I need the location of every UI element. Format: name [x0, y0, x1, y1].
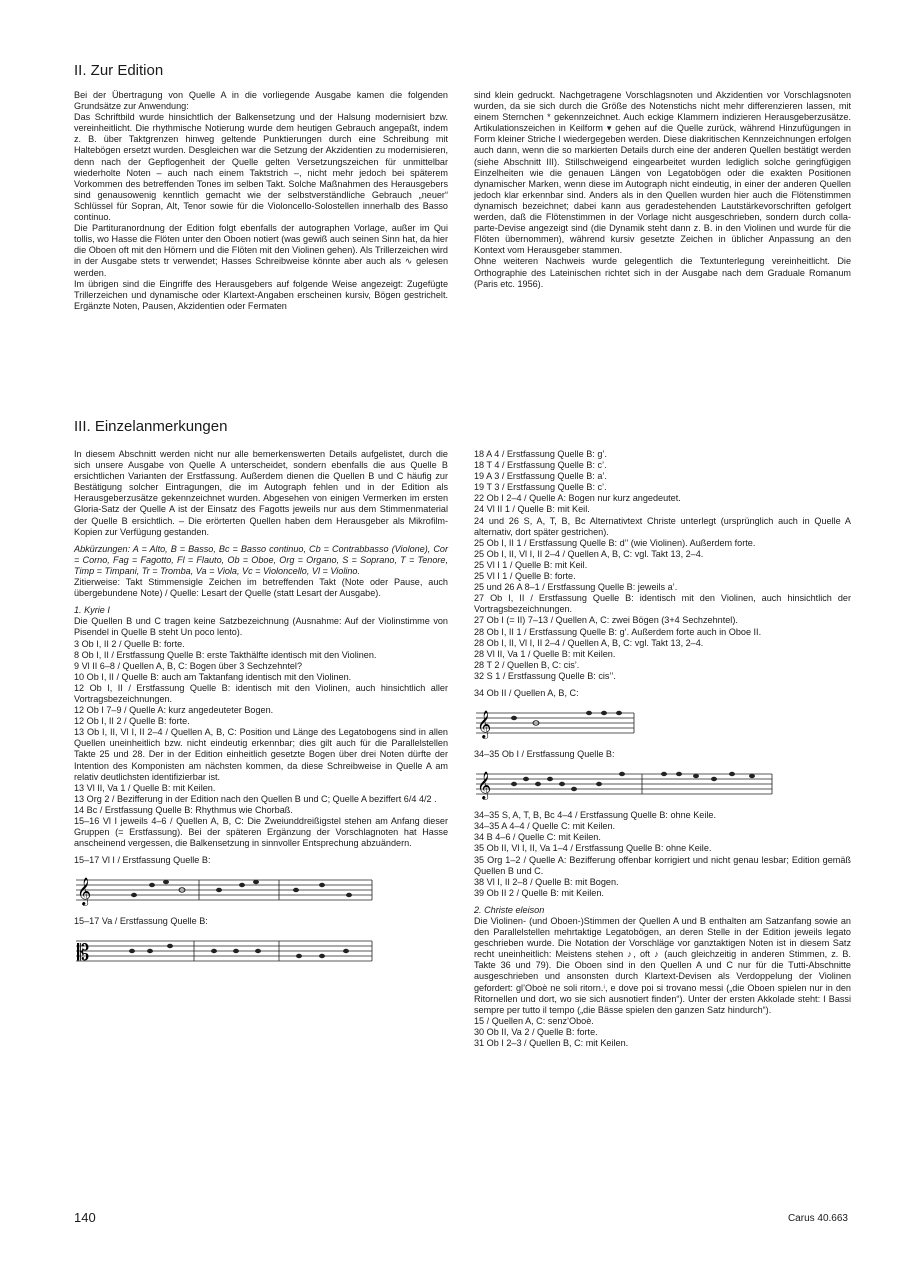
- music-example-viola: [74, 929, 374, 969]
- paragraph: Das Schriftbild wurde hinsichtlich der Balkensetzung und der Halsung modernisiert bzw. vereinheitlicht. Die rhythmische Notierung wurde dem heutigen Gebrauch angepaßt, indem z. B. über Taktgrenzen hinweg geltende Punktierungen durch eine Schreibung mit Haltebögen ersetzt wurden. Desgleichen war die Setzung der Akzidentien zu modernisieren, denn nach der Gepflogenheit der Quelle gelten Versetzungszeichen für unmittelbar wiederholte Noten – auch nach einem Taktstrich –, nicht mehr jedoch bei späterem Vorkommen des betreffenden Tones im selben Takt. Solche Maßnahmen des Herausgebers sind genausowenig kenntlich gemacht wie der selbstverständliche Gebrauch „neuer“ Schlüssel für Sopran, Alt, Tenor sowie für die Violoncello-Solostellen innerhalb des Basso continuo.: [74, 112, 448, 223]
- note-entry: 18 T 4 / Erstfassung Quelle B: c’.: [474, 460, 607, 471]
- music-example-violin: [74, 868, 374, 908]
- note-entry: 12 Ob I, II 2 / Quelle B: forte.: [74, 716, 190, 727]
- note-entry: 34–35 A 4–4 / Quelle C: mit Keilen.: [474, 821, 616, 832]
- note-entry: 14 Bc / Erstfassung Quelle B: Rhythmus wie Chorbaß.: [74, 804, 293, 815]
- edition-number: Carus 40.663: [787, 1213, 848, 1224]
- notes-left-column: [74, 449, 448, 971]
- note-entry: 38 Vl I, II 2–8 / Quelle B: mit Bogen.: [474, 876, 619, 887]
- svg-text:𝄞: 𝄞: [477, 710, 492, 739]
- christe-paragraph: Die Violinen- (und Oboen-)Stimmen der Quellen A und B enthalten am Satzanfang sowie an den Parallelstellen mehrtaktige Legatobögen, an deren Stelle in der Edition jeweils legato geschrieben wurde. Die Notation der Vorschläge vor ganztaktigen Noten ist in diesem Satz recht uneinheitlich: Meistens stehen ♪, oft ♪ (auch gleichzeitig in anderen Stimmen, z. B. Takte 36 und 79). Die Oboen sind in den Quellen A und C nur für die Tutti-Abschnitte ausgeschrieben und ansonsten durch Klartext-Devisen als Verdoppelung der Violinen gefordert: gl’Oboè ne soli ritorn.ⁱ, e dove poi si trovano messi („die Oboen spielen nur in den Ritornellen und dort, wo sie sich ausnotiert finden“). Unter der ersten Akkolade steht: I Bassi sempre per tutto il tempo („die Bässe spielen den ganzen Satz hindurch“).: [474, 916, 851, 1015]
- example-caption: 34–35 Ob I / Erstfassung Quelle B:: [474, 749, 615, 760]
- note-entry: 25 Vl I 1 / Quelle B: mit Keil.: [474, 559, 588, 570]
- example-caption: 15–17 Vl I / Erstfassung Quelle B:: [74, 855, 211, 866]
- note-entry: 25 Ob I, II 1 / Erstfassung Quelle B: d’’ (wie Violinen). Außerdem forte.: [474, 537, 756, 548]
- music-example-oboe-1: [474, 762, 774, 802]
- note-entry: 34–35 S, A, T, B, Bc 4–4 / Erstfassung Quelle B: ohne Keile.: [474, 810, 716, 821]
- note-entry: 8 Ob I, II / Erstfassung Quelle B: erste Takthälfte identisch mit den Violinen.: [74, 649, 377, 660]
- paragraph: Im übrigen sind die Eingriffe des Herausgebers auf folgende Weise angezeigt: Zugefügte Trillerzeichen und dynamische oder Klartext-Angaben erscheinen kursiv, Bögen gestrichelt. Ergänzte Noten, Pausen, Akzidentien oder Fermaten: [74, 278, 448, 311]
- note-entry: 35 Ob II, Vl I, II, Va 1–4 / Erstfassung Quelle B: ohne Keile.: [474, 843, 712, 854]
- note-entry: 15–16 Vl I jeweils 4–6 / Quellen A, B, C: Die Zweiunddreißigstel stehen am Anfang dieser Gruppen (= Erstfassung). Bei der späteren Ergänzung der Vorschlagnoten hat Hasse anscheinend vergessen, die Balkensetzung in sinnvoller Entsprechung abzuändern.: [74, 816, 448, 849]
- note-entry: 28 T 2 / Quellen B, C: cis’.: [474, 659, 580, 670]
- note-entry: 15 / Quellen A, C: senz’Oboè.: [474, 1015, 594, 1026]
- edition-right-column: [474, 90, 851, 290]
- page-number: 140: [74, 1210, 96, 1225]
- note-entry: 22 Ob I 2–4 / Quelle A: Bogen nur kurz angedeutet.: [474, 493, 681, 504]
- note-entry: 19 A 3 / Erstfassung Quelle B: a’.: [474, 471, 607, 482]
- note-entry: 18 A 4 / Erstfassung Quelle B: g’.: [474, 449, 607, 459]
- note-entry: 28 Vl II, Va 1 / Quelle B: mit Keilen.: [474, 648, 616, 659]
- note-entry: 13 Vl II, Va 1 / Quelle B: mit Keilen.: [74, 782, 216, 793]
- paragraph: Ohne weiteren Nachweis wurde gelegentlich die Textunterlegung vereinheitlicht. Die Orthographie des Lateinischen richtet sich in der Ausgabe nach dem Graduale Romanum (Paris etc. 1956).: [474, 256, 851, 289]
- notes-right-column: [474, 449, 851, 1049]
- abbreviations: Abkürzungen: A = Alto, B = Basso, Bc = Basso continuo, Cb = Contrabbasso (Violone), Cor = Corno, Fag = Fagotto, Fl = Flauto, Ob = Oboe, Org = Organo, S = Soprano, T = Tenore, Timp = Timpani, Tr = Tromba, Va = Viola, Vc = Violoncello, Vl = Violino.: [74, 543, 448, 576]
- note-entry: 9 Vl II 6–8 / Quellen A, B, C: Bogen über 3 Sechzehntel?: [74, 660, 302, 671]
- music-example-oboe-2: [474, 701, 774, 741]
- note-entry: 3 Ob I, II 2 / Quelle B: forte.: [74, 638, 185, 649]
- svg-text:𝄞: 𝄞: [77, 877, 92, 906]
- citation-format: Zitierweise: Takt Stimmensigle Zeichen im betreffenden Takt (Note oder Pause, auch übergebundene Note) / Quelle: Lesart der Quelle (statt Lesart der Ausgabe).: [74, 577, 448, 599]
- note-entry: 24 Vl II 1 / Quelle B: mit Keil.: [474, 504, 590, 515]
- example-caption: 15–17 Va / Erstfassung Quelle B:: [74, 916, 208, 927]
- note-entry: 27 Ob I (= II) 7–13 / Quellen A, C: zwei Bögen (3+4 Sechzehntel).: [474, 615, 738, 626]
- note-entry: 27 Ob I, II / Erstfassung Quelle B: identisch mit den Violinen, auch hinsichtlich der Vortragsbezeichnungen.: [474, 593, 851, 615]
- note-entry: 32 S 1 / Erstfassung Quelle B: cis’’.: [474, 670, 616, 681]
- note-entry: 24 und 26 S, A, T, B, Bc Alternativtext Christe unterlegt (ursprünglich auch in Quelle A alternativ, dort später gestrichen).: [474, 515, 851, 537]
- note-entry: 28 Ob I, II, Vl I, II 2–4 / Quellen A, B, C: vgl. Takt 13, 2–4.: [474, 637, 704, 648]
- note-entry: 30 Ob II, Va 2 / Quelle B: forte.: [474, 1026, 598, 1037]
- paragraph: sind klein gedruckt. Nachgetragene Vorschlagsnoten und Akzidentien vor Vorschlagsnoten wurden, da sie sich durch die Größe des Notenstichs nicht mehr differenzieren lassen, mit einem Sternchen * gekennzeichnet. Auch eckige Klammern indizieren Herausgeberzusätze. Artikulationszeichen in Keilform ▾ gehen auf die Quelle zurück, während Hinzufügungen in Form kleiner Striche ǀ wiedergegeben werden. Diese diakritischen Kennzeichnungen erfolgen auch dann, wenn die so markierten Details durch eine der anderen Quellen bestätigt werden (siehe Abschnitt III). Stillschweigend eingearbeitet wurden lediglich solche geringfügigen Einzelheiten wie die genauen Längen von Legatobögen oder die exakten Positionen dynamischer Marken, wenn diese im Autograph nicht eindeutig, in einer der anderen Quellen jedoch klar erkennbar sind. Anders als in den Quellen wurden hier auch die Flötenstimmen dynamisch bezeichnet; dabei kann aus geradestehenden Lautstärkevorschriften gefolgert werden, daß die Flötenstimmen in der Vorlage nicht ausgeschrieben, sondern durch colla-parte-Devise angezeigt sind (die Dynamik steht dann z. B. in den Violinen und wurde für die Flöten übernommen), während kursiv gesetzte Zeichen in üblicher Anpassung an den Kontext vom Herausgeber stammen.: [474, 90, 851, 256]
- note-entry: 10 Ob I, II / Quelle B: auch am Taktanfang identisch mit den Violinen.: [74, 671, 352, 682]
- note-entry: 25 Vl I 1 / Quelle B: forte.: [474, 571, 576, 582]
- svg-text:𝄞: 𝄞: [477, 771, 492, 800]
- edition-left-column: [74, 90, 448, 312]
- section-kyrie-title: 1. Kyrie I: [74, 605, 110, 616]
- note-entry: 13 Org 2 / Bezifferung in der Edition nach den Quellen B und C; Quelle A beziffert 6/4 4/2 .: [74, 793, 437, 804]
- paragraph: Die Partituranordnung der Edition folgt ebenfalls der autographen Vorlage, außer im Qui tollis, wo Hasse die Flöten unter den Oboen notiert (was gewiß auch seinen Sinn hat, da hier die Oboen oft mit den Hörnern und die Flöten mit den Violinen gehen). Als Trillerzeichen wird in der Ausgabe stets tr verwendet; Hasses Schreibweise könnte aber auch als ∿ gelesen werden.: [74, 223, 448, 278]
- heading-einzelanmerkungen: III. Einzelanmerkungen: [74, 418, 228, 435]
- note-entry: 19 T 3 / Erstfassung Quelle B: c’.: [474, 482, 607, 493]
- paragraph: Bei der Übertragung von Quelle A in die vorliegende Ausgabe kamen die folgenden Grundsätze zur Anwendung:: [74, 90, 448, 112]
- note-entry: 25 und 26 A 8–1 / Erstfassung Quelle B: jeweils a’.: [474, 582, 678, 593]
- svg-text:𝄡: 𝄡: [77, 941, 90, 967]
- note-entry: 34 B 4–6 / Quelle C: mit Keilen.: [474, 832, 601, 843]
- section-christe-title: 2. Christe eleison: [474, 904, 545, 915]
- note-entry: 35 Org 1–2 / Quelle A: Bezifferung offenbar korrigiert und nicht genau lesbar; Edition gemäß Quellen B und C.: [474, 854, 851, 876]
- example-caption: 34 Ob II / Quellen A, B, C:: [474, 687, 579, 698]
- note-entry: 39 Ob II 2 / Quelle B: mit Keilen.: [474, 887, 604, 898]
- note-entry: 12 Ob I 7–9 / Quelle A: kurz angedeuteter Bogen.: [74, 705, 274, 716]
- note-entry: Die Quellen B und C tragen keine Satzbezeichnung (Ausnahme: Auf der Violinstimme von Pisendel in Quelle B steht Un poco lento).: [74, 616, 448, 638]
- note-entry: 12 Ob I, II / Erstfassung Quelle B: identisch mit den Violinen, auch hinsichtlich aller Vortragsbezeichnungen.: [74, 682, 448, 704]
- intro-paragraph: In diesem Abschnitt werden nicht nur alle bemerkenswerten Details aufgelistet, durch die sich unsere Ausgabe von Quelle A unterscheidet, sondern ebenfalls die aus Quelle B ersichtlichen Varianten der Erstfassung. Außerdem dienen die Quellen B und C häufig zur Bestätigung solcher Eintragungen, die im Autograph fehlen und in der Edition als Herausgeberzusätze gekennzeichnet wurden. Abgesehen von einigen Vermerken im ersten Gloria-Satz der Quelle A ist der Einsatz des Fagotts jeweils nur aus dem Stimmenmaterial der Quelle B ersichtlich. – Die erörterten Quellen haben dem Herausgeber als Mikrofilm-Kopien zur Verfügung gestanden.: [74, 449, 448, 537]
- note-entry: 25 Ob I, II, Vl I, II 2–4 / Quellen A, B, C: vgl. Takt 13, 2–4.: [474, 548, 704, 559]
- note-entry: 28 Ob I, II 1 / Erstfassung Quelle B: g’. Außerdem forte auch in Oboe II.: [474, 626, 762, 637]
- heading-zur-edition: II. Zur Edition: [74, 62, 164, 79]
- note-entry: 13 Ob I, II, Vl I, II 2–4 / Quellen A, B, C: Position und Länge des Legatobogens sind in allen Quellen uneinheitlich bzw. nicht eindeutig erkennbar; dies gilt auch für die Parallelstellen Takte 25 und 28. Der in der Edition einheitlich gesetzte Bogen über drei Noten dürfte der Intention des Komponisten am nächsten kommen, da diese Schreibweise in Quelle A am relativ deutlichsten identifizierbar ist.: [74, 727, 448, 782]
- note-entry: 31 Ob I 2–3 / Quellen B, C: mit Keilen.: [474, 1038, 629, 1049]
